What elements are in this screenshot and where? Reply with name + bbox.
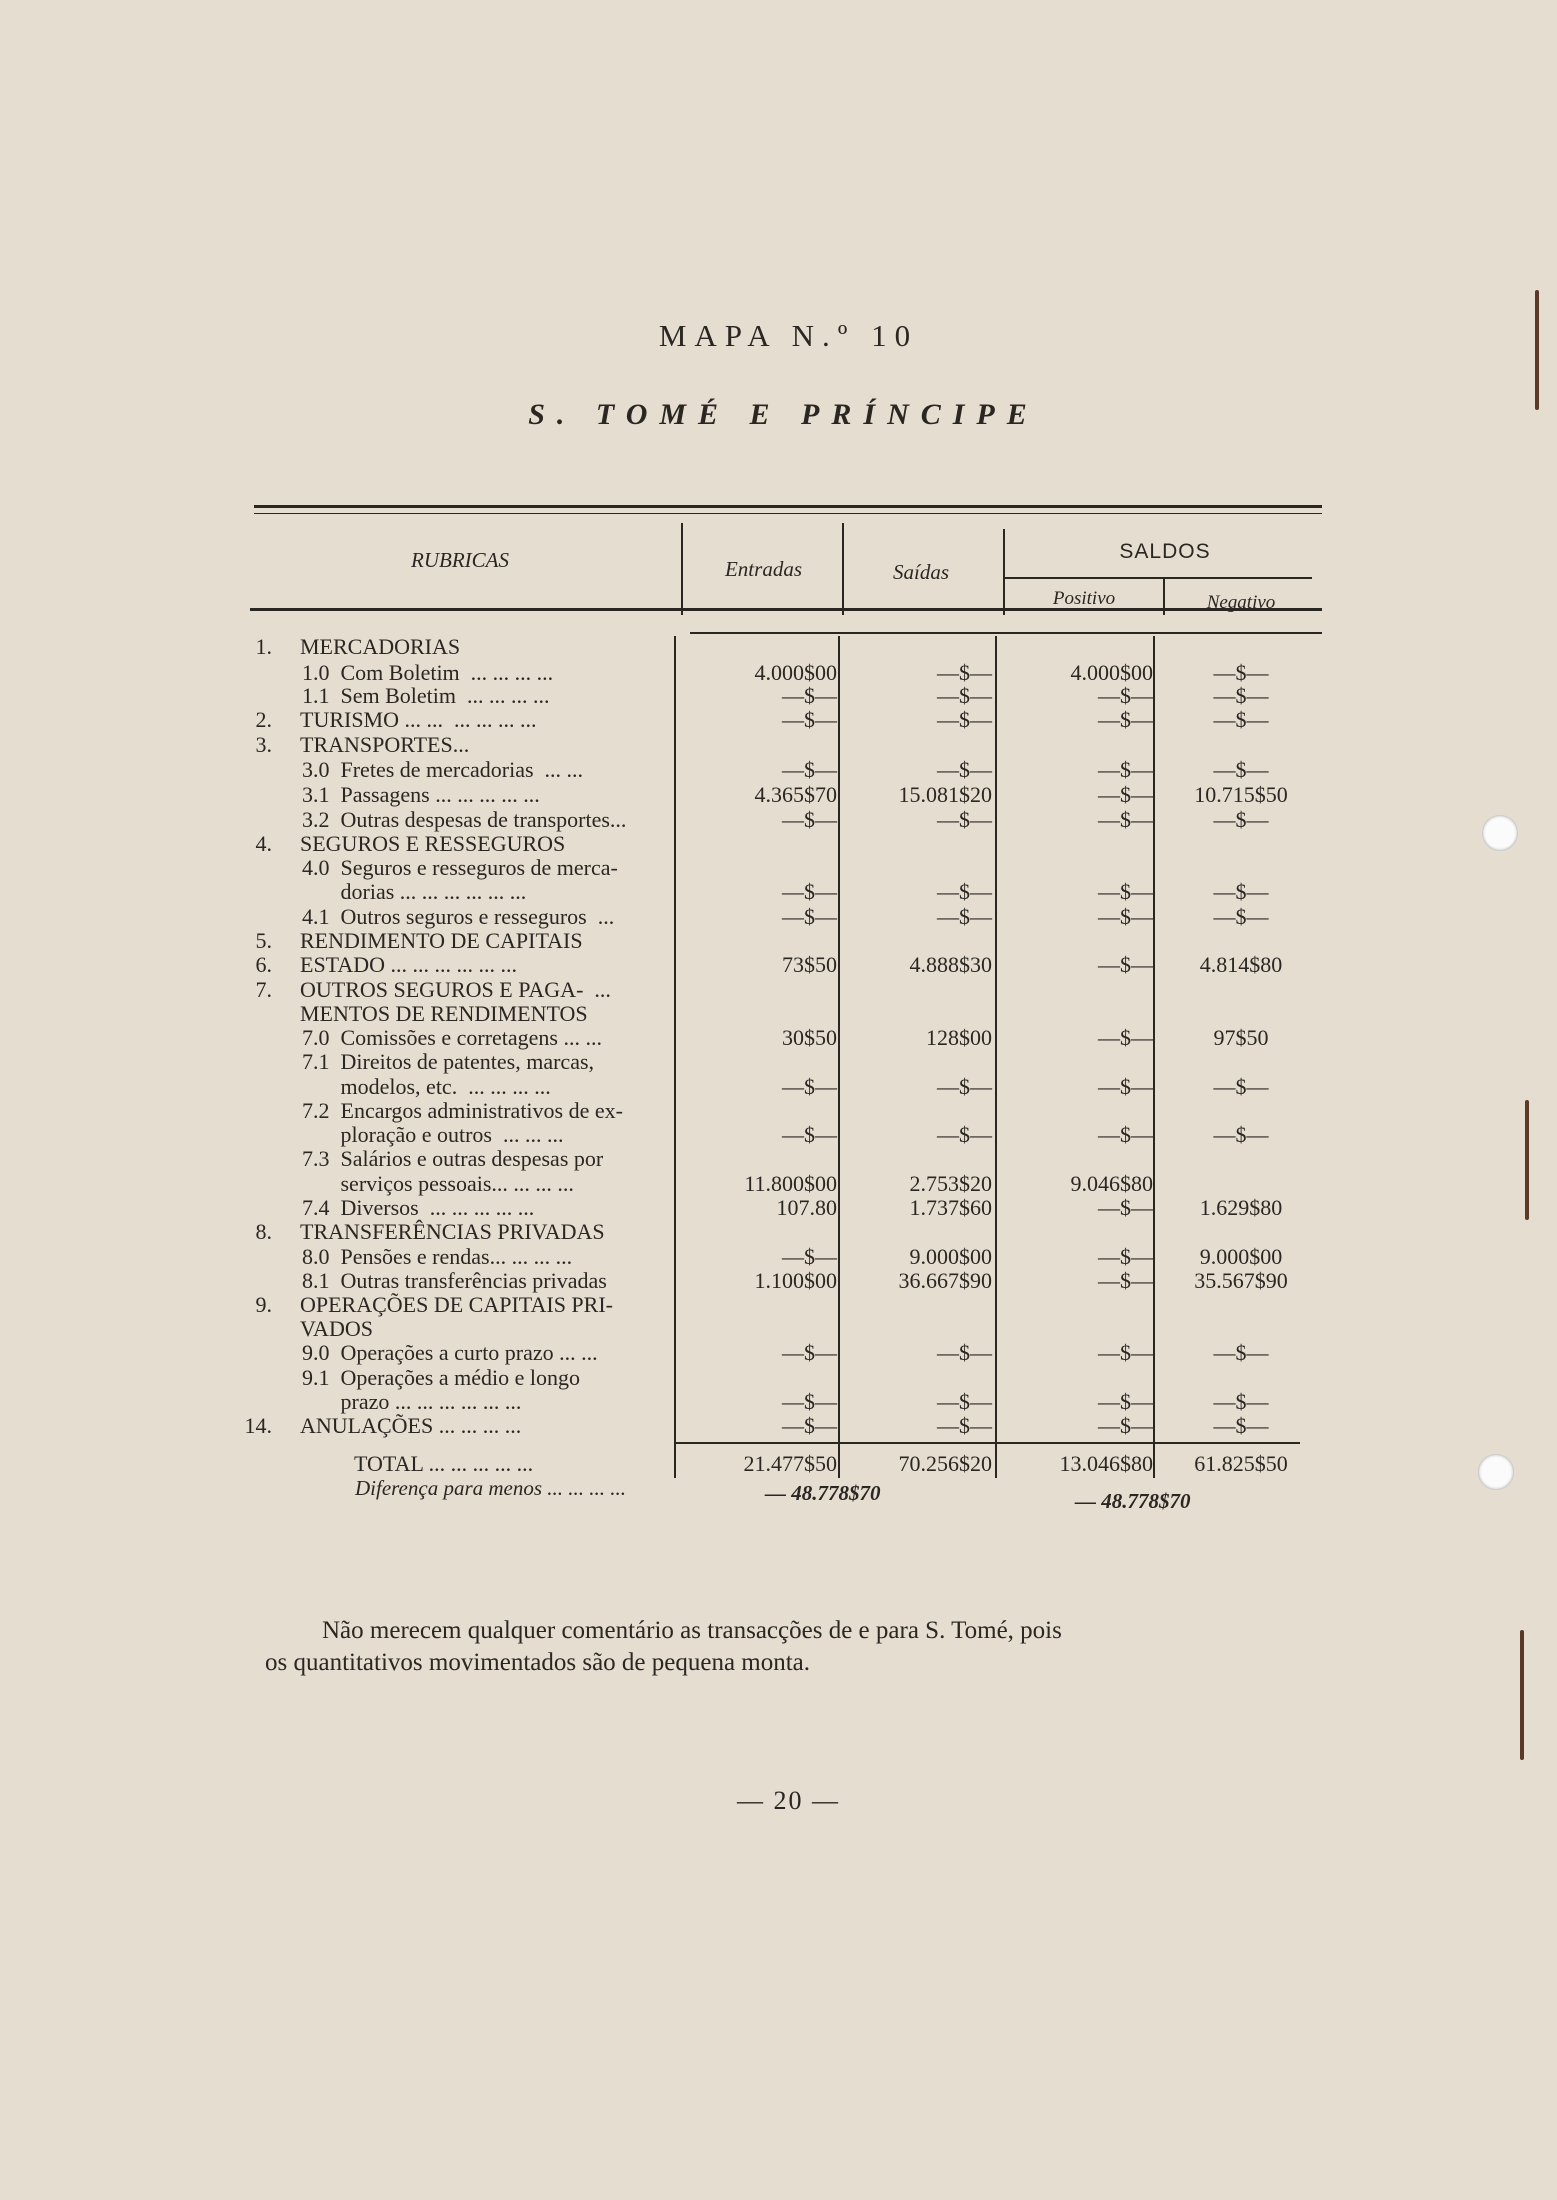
row-saidas: —$—	[937, 757, 992, 782]
row-positivo: —$—	[1098, 1268, 1153, 1293]
row-positivo: 9.046$80	[1070, 1171, 1153, 1196]
table-row	[0, 1196, 1557, 1220]
row-saidas: —$—	[937, 879, 992, 904]
row-number: 6.	[255, 952, 272, 977]
col-divider-1	[681, 523, 683, 615]
total-entradas: 21.477$50	[743, 1451, 837, 1476]
row-label: RENDIMENTO DE CAPITAIS	[300, 928, 583, 953]
row-label: modelos, etc. ... ... ... ...	[302, 1074, 551, 1099]
row-label: ANULAÇÕES ... ... ... ...	[300, 1413, 522, 1438]
row-negativo: 10.715$50	[1194, 782, 1288, 807]
difference-saldos: — 48.778$70	[1075, 1489, 1191, 1513]
row-saidas: —$—	[937, 904, 992, 929]
row-number: 1.	[255, 634, 272, 659]
row-positivo: —$—	[1098, 1074, 1153, 1099]
row-negativo: 9.000$00	[1199, 1244, 1283, 1269]
row-saidas: —$—	[937, 1340, 992, 1365]
table-row	[0, 1293, 1557, 1317]
row-positivo: —$—	[1098, 1413, 1153, 1438]
row-entradas: —$—	[782, 1244, 837, 1269]
row-positivo: —$—	[1098, 807, 1153, 832]
total-saidas: 70.256$20	[898, 1451, 992, 1476]
row-saidas: 9.000$00	[909, 1244, 992, 1269]
total-rule	[676, 1442, 1300, 1444]
table-row	[0, 758, 1557, 782]
header-positivo: Positivo	[1052, 588, 1116, 609]
row-positivo: —$—	[1098, 1122, 1153, 1147]
row-number: 5.	[255, 928, 272, 953]
table-row	[0, 953, 1557, 977]
row-saidas: 128$00	[926, 1025, 992, 1050]
table-row	[0, 832, 1557, 856]
total-positivo: 13.046$80	[1059, 1451, 1153, 1476]
table-row	[0, 1390, 1557, 1414]
row-saidas: —$—	[937, 707, 992, 732]
row-entradas: —$—	[782, 904, 837, 929]
table-row	[0, 1147, 1557, 1171]
total-negativo: 61.825$50	[1194, 1451, 1288, 1476]
row-negativo: 4.814$80	[1199, 952, 1283, 977]
row-positivo: —$—	[1098, 879, 1153, 904]
header-saldos: SALDOS	[1119, 540, 1211, 563]
table-row	[0, 978, 1557, 1002]
row-label: OUTROS SEGUROS E PAGA- ...	[300, 977, 611, 1002]
row-negativo: —$—	[1213, 807, 1269, 832]
binder-hole-bottom	[1478, 1454, 1514, 1490]
row-entradas: —$—	[782, 757, 837, 782]
row-label: 9.0 Operações a curto prazo ... ...	[302, 1340, 598, 1365]
difference-entradas-saidas: — 48.778$70	[765, 1481, 881, 1505]
row-negativo: —$—	[1213, 1389, 1269, 1414]
table-row	[0, 880, 1557, 904]
row-saidas: —$—	[937, 807, 992, 832]
table-top-rule	[254, 505, 1322, 508]
row-label: 7.2 Encargos administrativos de ex-	[302, 1098, 623, 1123]
row-saidas: —$—	[937, 683, 992, 708]
row-label: ploração e outros ... ... ...	[302, 1122, 564, 1147]
row-saidas: 2.753$20	[909, 1171, 992, 1196]
table-row	[0, 1026, 1557, 1050]
comment-line-2: os quantitativos movimentados são de pequena monta.	[265, 1649, 811, 1676]
table-row	[0, 635, 1557, 659]
binder-hole-top	[1482, 815, 1518, 851]
row-label: 4.0 Seguros e resseguros de merca-	[302, 855, 618, 880]
row-entradas: 4.365$70	[754, 782, 837, 807]
row-saidas: 1.737$60	[909, 1195, 992, 1220]
row-negativo: 97$50	[1213, 1025, 1269, 1050]
row-negativo: —$—	[1213, 1074, 1269, 1099]
header-negativo: Negativo	[1206, 592, 1276, 613]
row-positivo: —$—	[1098, 1389, 1153, 1414]
row-label: OPERAÇÕES DE CAPITAIS PRI-	[300, 1292, 613, 1317]
row-number: 14.	[244, 1413, 272, 1438]
header-saidas: Saídas	[892, 560, 949, 584]
header-bottom-rule	[250, 608, 1322, 611]
table-row	[0, 856, 1557, 880]
table-row	[0, 1220, 1557, 1244]
table-row	[0, 1317, 1557, 1341]
row-entradas: 107.80	[776, 1195, 837, 1220]
row-negativo: 35.567$90	[1194, 1268, 1288, 1293]
table-row	[0, 1366, 1557, 1390]
total-label: TOTAL ... ... ... ... ...	[354, 1451, 534, 1476]
row-entradas: —$—	[782, 1122, 837, 1147]
row-positivo: 4.000$00	[1070, 660, 1153, 685]
total-row	[0, 1452, 1557, 1476]
row-label: VADOS	[300, 1316, 373, 1341]
table-row	[0, 1050, 1557, 1074]
table-row	[0, 684, 1557, 708]
row-entradas: —$—	[782, 879, 837, 904]
row-saidas: 36.667$90	[898, 1268, 992, 1293]
row-negativo: —$—	[1213, 757, 1269, 782]
comment-line-1: Não merecem qualquer comentário as transacções de e para S. Tomé, pois	[322, 1617, 1062, 1644]
table-row	[0, 1341, 1557, 1365]
row-negativo: —$—	[1213, 879, 1269, 904]
row-label: 7.0 Comissões e corretagens ... ...	[302, 1025, 602, 1050]
row-positivo: —$—	[1098, 1340, 1153, 1365]
row-saidas: 15.081$20	[898, 782, 992, 807]
row-label: SEGUROS E RESSEGUROS	[300, 831, 566, 856]
row-label: TURISMO ... ... ... ... ... ...	[300, 707, 537, 732]
row-positivo: —$—	[1098, 707, 1153, 732]
row-label: 8.0 Pensões e rendas... ... ... ...	[302, 1244, 573, 1269]
row-positivo: —$—	[1098, 904, 1153, 929]
row-saidas: —$—	[937, 1413, 992, 1438]
table-row	[0, 1002, 1557, 1026]
row-entradas: —$—	[782, 683, 837, 708]
table-row	[0, 708, 1557, 732]
row-label: 3.0 Fretes de mercadorias ... ...	[302, 757, 584, 782]
row-entradas: —$—	[782, 1389, 837, 1414]
row-entradas: 1.100$00	[754, 1268, 837, 1293]
row-label: 4.1 Outros seguros e resseguros ...	[302, 904, 615, 929]
table-top-rule-2	[254, 513, 1322, 514]
col-divider-3	[1003, 529, 1005, 615]
row-label: TRANSPORTES...	[300, 732, 470, 757]
row-positivo: —$—	[1098, 683, 1153, 708]
row-negativo: —$—	[1213, 707, 1269, 732]
row-entradas: —$—	[782, 707, 837, 732]
row-label: 7.1 Direitos de patentes, marcas,	[302, 1049, 595, 1074]
row-negativo: —$—	[1213, 1413, 1269, 1438]
row-positivo: —$—	[1098, 1244, 1153, 1269]
row-negativo: 1.629$80	[1199, 1195, 1283, 1220]
comment-paragraph	[265, 1615, 1285, 1679]
table-row	[0, 733, 1557, 757]
row-entradas: 73$50	[782, 952, 837, 977]
staple-rust-mark	[1535, 290, 1539, 410]
row-negativo: —$—	[1213, 660, 1269, 685]
row-entradas: 4.000$00	[754, 660, 837, 685]
header-entradas: Entradas	[724, 557, 802, 581]
page-number: — 20 —	[737, 1786, 840, 1815]
table-row	[0, 929, 1557, 953]
row-positivo: —$—	[1098, 757, 1153, 782]
row-label: 8.1 Outras transferências privadas	[302, 1268, 607, 1293]
col-divider-4	[1163, 579, 1165, 615]
saldos-divider	[1005, 577, 1312, 579]
row-label: dorias ... ... ... ... ... ...	[302, 879, 527, 904]
row-number: 4.	[255, 831, 272, 856]
map-number-title: MAPA N.º 10	[658, 318, 919, 353]
row-number: 8.	[255, 1219, 272, 1244]
row-saidas: —$—	[937, 660, 992, 685]
row-saidas: —$—	[937, 1074, 992, 1099]
row-entradas: 30$50	[782, 1025, 837, 1050]
table-row	[0, 1269, 1557, 1293]
row-label: TRANSFERÊNCIAS PRIVADAS	[300, 1219, 605, 1244]
table-row	[0, 905, 1557, 929]
table-row	[0, 808, 1557, 832]
row-entradas: —$—	[782, 807, 837, 832]
row-label: 7.3 Salários e outras despesas por	[302, 1146, 604, 1171]
header-bottom-rule-2	[690, 632, 1322, 634]
row-label: 3.2 Outras despesas de transportes...	[302, 807, 627, 832]
table-row	[0, 783, 1557, 807]
table-row	[0, 1414, 1557, 1438]
row-negativo: —$—	[1213, 904, 1269, 929]
table-row	[0, 1099, 1557, 1123]
row-number: 7.	[255, 977, 272, 1002]
country-title: S. TOMÉ E PRÍNCIPE	[528, 398, 1039, 431]
row-number: 3.	[255, 732, 272, 757]
row-positivo: —$—	[1098, 782, 1153, 807]
row-label: MENTOS DE RENDIMENTOS	[300, 1001, 588, 1026]
difference-label: Diferença para menos ... ... ... ...	[355, 1476, 627, 1500]
table-row	[0, 1245, 1557, 1269]
staple-rust-mark	[1525, 1100, 1529, 1220]
col-divider-2	[842, 523, 844, 615]
header-rubricas: RUBRICAS	[411, 548, 509, 572]
table-row	[0, 661, 1557, 685]
row-label: serviços pessoais... ... ... ...	[302, 1171, 574, 1196]
row-label: prazo ... ... ... ... ... ...	[302, 1389, 522, 1414]
row-positivo: —$—	[1098, 952, 1153, 977]
row-number: 9.	[255, 1292, 272, 1317]
table-row	[0, 1075, 1557, 1099]
row-saidas: 4.888$30	[909, 952, 992, 977]
row-label: 1.1 Sem Boletim ... ... ... ...	[302, 683, 550, 708]
row-saidas: —$—	[937, 1122, 992, 1147]
row-negativo: —$—	[1213, 683, 1269, 708]
row-label: 1.0 Com Boletim ... ... ... ...	[302, 660, 554, 685]
staple-rust-mark	[1520, 1630, 1524, 1760]
row-entradas: —$—	[782, 1074, 837, 1099]
row-label: 9.1 Operações a médio e longo	[302, 1365, 580, 1390]
row-entradas: —$—	[782, 1413, 837, 1438]
row-label: 7.4 Diversos ... ... ... ... ...	[302, 1195, 535, 1220]
row-entradas: 11.800$00	[744, 1171, 837, 1196]
table-row	[0, 1172, 1557, 1196]
row-label: MERCADORIAS	[300, 634, 461, 659]
row-negativo: —$—	[1213, 1122, 1269, 1147]
row-number: 2.	[255, 707, 272, 732]
row-label: 3.1 Passagens ... ... ... ... ...	[302, 782, 540, 807]
row-entradas: —$—	[782, 1340, 837, 1365]
row-positivo: —$—	[1098, 1195, 1153, 1220]
row-saidas: —$—	[937, 1389, 992, 1414]
row-negativo: —$—	[1213, 1340, 1269, 1365]
row-positivo: —$—	[1098, 1025, 1153, 1050]
row-label: ESTADO ... ... ... ... ... ...	[300, 952, 518, 977]
table-row	[0, 1123, 1557, 1147]
